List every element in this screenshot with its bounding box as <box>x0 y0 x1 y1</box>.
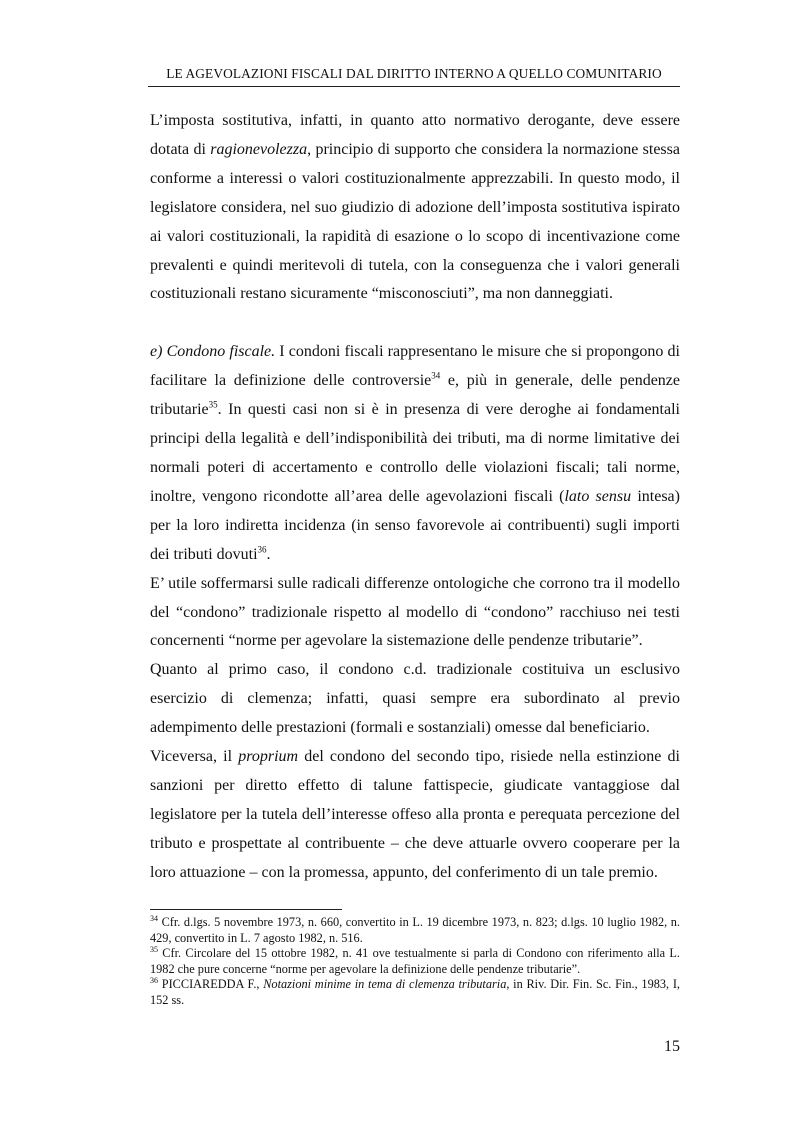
footnote-ref-36[interactable]: 36 <box>257 544 267 555</box>
paragraph-imposta-sostitutiva: L’imposta sostitutiva, infatti, in quanto atto normativo derogante, deve essere dotata di ragionevolezza, principio di supporto che considera la normazione stessa conforme a interessi o valori costituzionalmente apprezzabili. In questo modo, il legislatore considera, nel suo giudizio di adozione dell’imposta sostitutiva ispirato ai valori costituzionali, la rapidità di esazione o lo scopo di incentivazione come prevalenti e quindi meritevoli di tutela, con la conseguenza che i valori generali costituzionali restano sicuramente “misconosciuti”, ma non danneggiati. <box>150 112 680 303</box>
emphasis-proprium: proprium <box>238 748 299 766</box>
paragraph-primo-caso: Quanto al primo caso, il condono c.d. tradizionale costituiva un esclusivo esercizio di clemenza; infatti, quasi sempre era subordinato al previo adempimento delle prestazioni (formali e sostanziali) omesse dal beneficiario. <box>150 661 680 737</box>
footnotes <box>150 915 680 1009</box>
paragraph-differenze-ontologiche: E’ utile soffermarsi sulle radicali differenze ontologiche che corrono tra il modello del “condono” tradizionale rispetto al modello di “condono” racchiuso nei testi concernenti “norme per agevolare la sistemazione delle pendenze tributarie”. <box>150 574 680 650</box>
footnote-36: $^{36}$ PICCIAREDDA F., Notazioni minime in tema di clemenza tributaria, in Riv. Dir. Fin. Sc. Fin., 1983, I, 152 ss. <box>150 976 680 1007</box>
page-number: 15 <box>664 1038 680 1055</box>
footnote-ref-35[interactable]: 35 <box>208 399 218 410</box>
footnote-35: $^{35}$ Cfr. Circolare del 15 ottobre 1982, n. 41 ove testualmente si parla di Condono con riferimento alla L. 1982 che pure concerne “norme per agevolare la definizione delle pendenze tributarie”. <box>150 945 680 976</box>
paragraph-proprium: Viceversa, il proprium del condono del secondo tipo, risiede nella estinzione di sanzioni per diretto effetto di talune fattispecie, giudicate vantaggiose dal legislatore per la tutela dell’interesse offeso alla pronta e perequata percezione del tributo e prospettate al contribuente – che deve attuarle ovvero cooperare per la loro attuazione – con la promessa, appunto, del conferimento di un tale premio. <box>150 748 681 881</box>
footnote-ref-34[interactable]: 34 <box>431 370 441 381</box>
emphasis-lato-sensu: lato sensu <box>564 487 632 505</box>
emphasis-ragionevolezza: ragionevolezza <box>210 140 308 158</box>
main-text <box>150 107 680 888</box>
footnote-separator <box>150 909 342 910</box>
section-heading-condono: e) Condono fiscale. <box>150 343 276 361</box>
running-header: LE AGEVOLAZIONI FISCALI DAL DIRITTO INTERNO A QUELLO COMUNITARIO <box>148 66 680 87</box>
paragraph-condono-fiscale: e) Condono fiscale. I condoni fiscali rappresentano le misure che si propongono di facilitare la definizione delle controversie$^{34}$ e, più in generale, delle pendenze tributarie$^{35}$. In questi casi non si è in presenza di vere deroghe ai fondamentali principi della legalità e dell’indisponibilità dei tributi, ma di norme limitative dei normali poteri di accertamento e controllo delle violazioni fiscali; tali norme, inoltre, vengono ricondotte all’area delle agevolazioni fiscali (lato sensu intesa) per la loro indiretta incidenza (in senso favorevole ai contribuenti) sugli importi dei tributi dovuti$^{36}$. <box>150 343 680 563</box>
footnote-34: $^{34}$ Cfr. d.lgs. 5 novembre 1973, n. 660, convertito in L. 19 dicembre 1973, n. 823; d.lgs. 10 luglio 1982, n. 429, convertito in L. 7 agosto 1982, n. 516. <box>150 913 680 945</box>
